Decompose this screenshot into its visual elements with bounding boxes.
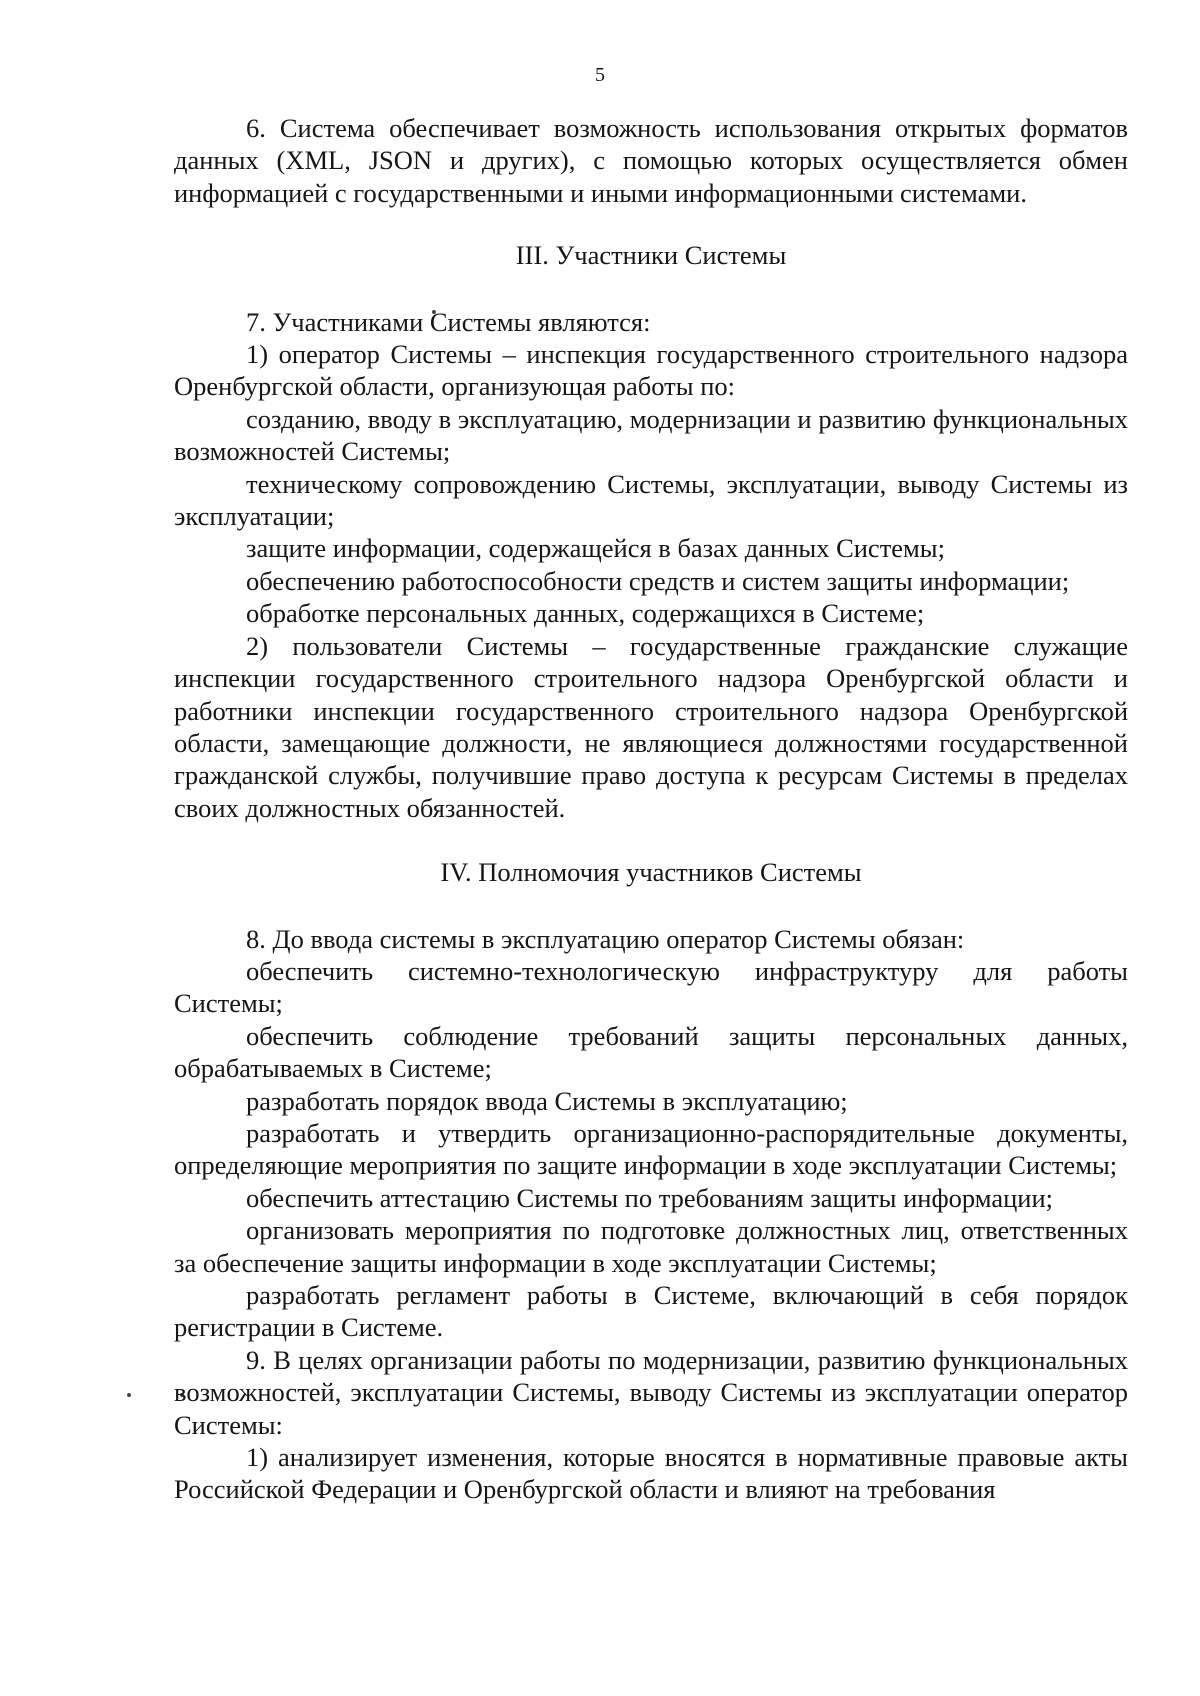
paragraph-7-users: 2) пользователи Системы – государственные гражданские служащие инспекции государственного строительного надзора Оренбургской области и работники инспекции государственного строительного надзора Оренбургской области, замещающие должности, не являющиеся должностями государственной гражданской службы, получившие право доступа к ресурсам Системы в пределах своих должностных обязанностей.: [174, 630, 1128, 823]
document-body: [174, 112, 1128, 1506]
paragraph-8-item: разработать порядок ввода Системы в эксплуатацию;: [246, 1085, 848, 1116]
paragraph-9: 9. В целях организации работы по модернизации, развитию функциональных возможностей, эксплуатации Системы, выводу Системы из эксплуатации оператор Системы:: [174, 1344, 1128, 1440]
paragraph-7-item: техническому сопровождению Системы, эксплуатации, выводу Системы из эксплуатации;: [174, 468, 1128, 532]
paragraph-8-item: разработать и утвердить организационно-распорядительные документы, определяющие мероприятия по защите информации в ходе эксплуатации Системы;: [174, 1117, 1128, 1181]
scan-mark: [127, 1393, 131, 1397]
paragraph-7-operator: 1) оператор Системы – инспекция государственного строительного надзора Оренбургской области, организующая работы по:: [174, 339, 1128, 402]
paragraph-6: 6. Система обеспечивает возможность использования открытых форматов данных (XML, JSON и других), с помощью которых осуществляется обмен информацией с государственными и иными информационными системами.: [174, 113, 1128, 208]
paragraph-7: 7. Участниками Системы являются:: [246, 306, 651, 337]
paragraph-8-item: обеспечить соблюдение требований защиты персональных данных, обрабатываемых в Системе;: [174, 1020, 1128, 1084]
page-number: 5: [595, 64, 605, 86]
paragraph-9-item: 1) анализирует изменения, которые вносятся в нормативные правовые акты Российской Федерации и Оренбургской области и влияют на требования: [174, 1442, 1128, 1505]
paragraph-7-item: обеспечению работоспособности средств и систем защиты информации;: [246, 565, 1070, 596]
paragraph-8: 8. До ввода системы в эксплуатацию оператор Системы обязан:: [246, 923, 965, 954]
section-heading-iii: III. Участники Системы: [515, 240, 787, 271]
paragraph-8-item: обеспечить аттестацию Системы по требованиям защиты информации;: [246, 1182, 1053, 1213]
section-heading-iv: IV. Полномочия участников Системы: [440, 857, 862, 888]
paragraph-8-item: организовать мероприятия по подготовке должностных лиц, ответственных за обеспечение защиты информации в ходе эксплуатации Системы;: [174, 1215, 1128, 1278]
paragraph-7-item: обработке персональных данных, содержащихся в Системе;: [246, 598, 925, 629]
paragraph-7-item: созданию, вводу в эксплуатацию, модернизации и развитию функциональных возможностей Системы;: [174, 403, 1128, 467]
paragraph-8-item: разработать регламент работы в Системе, включающий в себя порядок регистрации в Системе.: [174, 1280, 1128, 1343]
paragraph-7-item: защите информации, содержащейся в базах данных Системы;: [246, 533, 945, 564]
paragraph-8-item: обеспечить системно-технологическую инфраструктуру для работы Системы;: [174, 955, 1128, 1019]
